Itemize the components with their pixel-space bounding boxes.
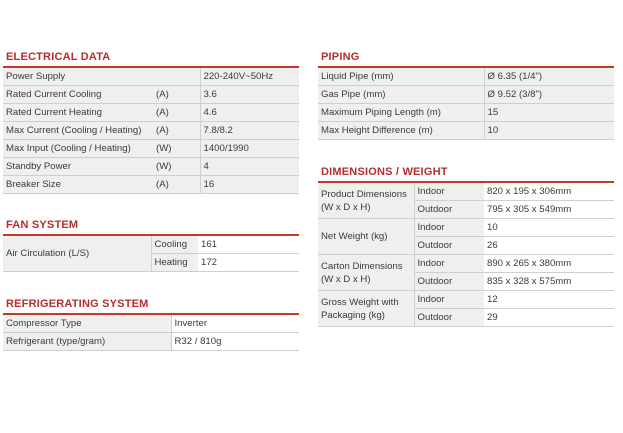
indoor-value: 890 x 265 x 380mm [484, 255, 614, 273]
piping-title: PIPING [318, 51, 614, 68]
refrigerating-system-section [3, 298, 299, 351]
fan-value-cooling: 161 [198, 236, 299, 254]
outdoor-value: 29 [484, 309, 614, 327]
electrical-value: 4.6 [200, 104, 299, 122]
indoor-label: Indoor [414, 255, 484, 273]
dimension-label: Carton Dimensions (W x D x H) [318, 255, 414, 291]
table-row [318, 122, 614, 140]
electrical-data-section [3, 51, 299, 194]
refrigerating-system-table [3, 315, 299, 351]
table-row [318, 219, 614, 237]
table-row [318, 104, 614, 122]
piping-value: 15 [484, 104, 614, 122]
piping-value: Ø 6.35 (1/4") [484, 68, 614, 86]
outdoor-value: 26 [484, 237, 614, 255]
electrical-value: 220-240V~50Hz [200, 68, 299, 86]
electrical-unit: (A) [153, 104, 200, 122]
outdoor-value: 835 x 328 x 575mm [484, 273, 614, 291]
electrical-unit: (A) [153, 176, 200, 194]
air-circulation-label: Air Circulation (L/S) [3, 236, 151, 272]
compressor-type-label: Compressor Type [3, 315, 171, 333]
table-row [318, 183, 614, 201]
table-row [318, 68, 614, 86]
electrical-value: 4 [200, 158, 299, 176]
piping-label: Gas Pipe (mm) [318, 86, 484, 104]
table-row [3, 86, 299, 104]
refrigerant-value: R32 / 810g [171, 333, 299, 351]
electrical-unit: (W) [153, 140, 200, 158]
electrical-label: Breaker Size [3, 176, 153, 194]
dimension-label: Gross Weight with Packaging (kg) [318, 291, 414, 327]
outdoor-label: Outdoor [414, 273, 484, 291]
compressor-type-value: Inverter [171, 315, 299, 333]
table-row [3, 122, 299, 140]
table-row [318, 255, 614, 273]
fan-system-section [3, 219, 299, 272]
electrical-label: Rated Current Heating [3, 104, 153, 122]
table-row [3, 68, 299, 86]
piping-label: Liquid Pipe (mm) [318, 68, 484, 86]
fan-system-table [3, 236, 299, 272]
outdoor-value: 795 x 305 x 549mm [484, 201, 614, 219]
electrical-value: 3.6 [200, 86, 299, 104]
table-row [3, 158, 299, 176]
electrical-data-title: ELECTRICAL DATA [3, 51, 299, 68]
electrical-value: 7.8/8.2 [200, 122, 299, 140]
dimension-label: Product Dimensions (W x D x H) [318, 183, 414, 219]
refrigerant-label: Refrigerant (type/gram) [3, 333, 171, 351]
table-row [3, 104, 299, 122]
piping-section [318, 51, 614, 140]
electrical-value: 16 [200, 176, 299, 194]
electrical-label: Power Supply [3, 68, 153, 86]
piping-value: Ø 9.52 (3/8") [484, 86, 614, 104]
refrigerating-system-title: REFRIGERATING SYSTEM [3, 298, 299, 315]
indoor-label: Indoor [414, 219, 484, 237]
electrical-label: Standby Power [3, 158, 153, 176]
piping-value: 10 [484, 122, 614, 140]
table-row [318, 86, 614, 104]
table-row [3, 140, 299, 158]
piping-label: Maximum Piping Length (m) [318, 104, 484, 122]
electrical-unit: (A) [153, 122, 200, 140]
dimensions-weight-table [318, 183, 614, 327]
indoor-label: Indoor [414, 291, 484, 309]
indoor-label: Indoor [414, 183, 484, 201]
piping-table [318, 68, 614, 140]
fan-value-heating: 172 [198, 254, 299, 272]
outdoor-label: Outdoor [414, 237, 484, 255]
dimensions-weight-section [318, 166, 614, 327]
electrical-unit: (W) [153, 158, 200, 176]
electrical-label: Max Current (Cooling / Heating) [3, 122, 153, 140]
dimensions-weight-title: DIMENSIONS / WEIGHT [318, 166, 614, 183]
electrical-label: Max Input (Cooling / Heating) [3, 140, 153, 158]
outdoor-label: Outdoor [414, 201, 484, 219]
indoor-value: 12 [484, 291, 614, 309]
electrical-unit [153, 68, 200, 86]
table-row [318, 291, 614, 309]
table-row [3, 176, 299, 194]
indoor-value: 10 [484, 219, 614, 237]
electrical-data-table [3, 68, 299, 194]
indoor-value: 820 x 195 x 306mm [484, 183, 614, 201]
electrical-value: 1400/1990 [200, 140, 299, 158]
outdoor-label: Outdoor [414, 309, 484, 327]
piping-label: Max Height Difference (m) [318, 122, 484, 140]
dimension-label: Net Weight (kg) [318, 219, 414, 255]
fan-system-title: FAN SYSTEM [3, 219, 299, 236]
fan-mode-cooling: Cooling [151, 236, 198, 254]
electrical-unit: (A) [153, 86, 200, 104]
fan-mode-heating: Heating [151, 254, 198, 272]
electrical-label: Rated Current Cooling [3, 86, 153, 104]
